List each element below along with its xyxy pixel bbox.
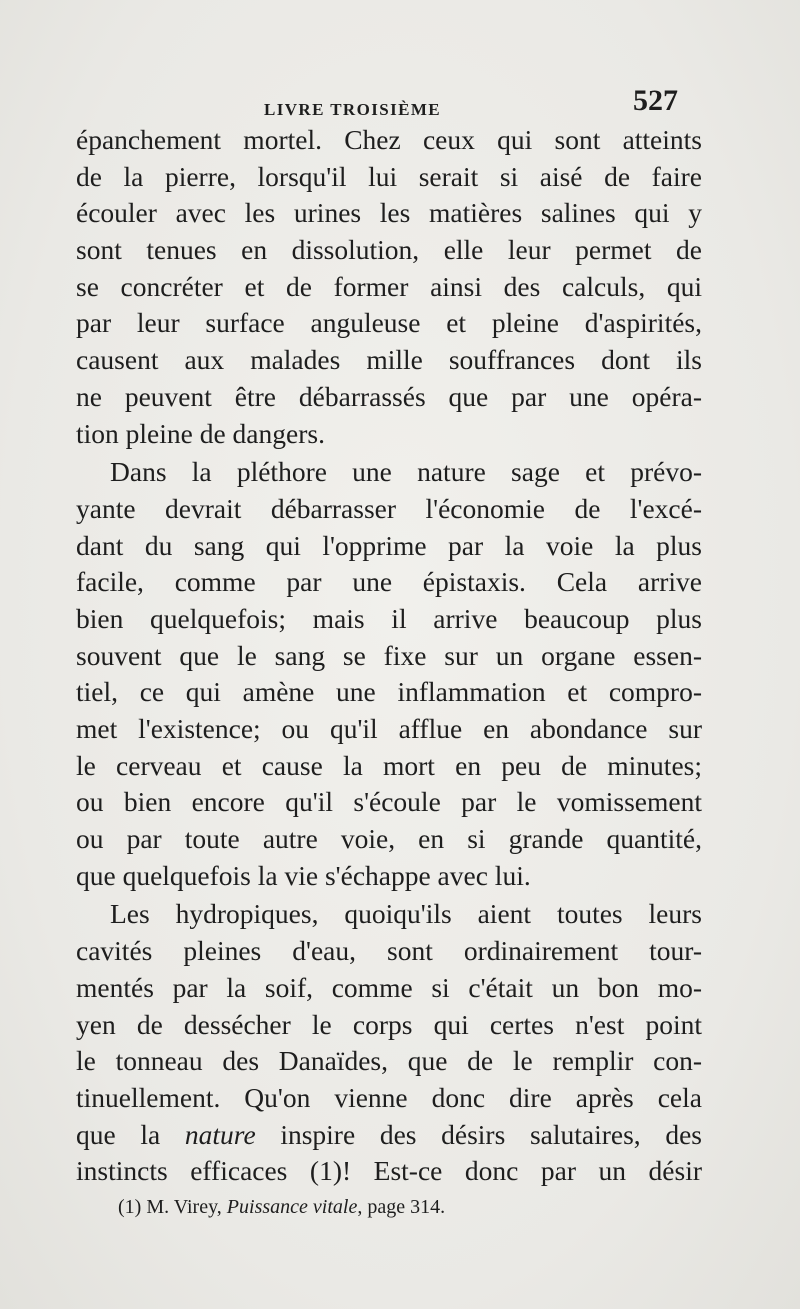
text-line: Dans la pléthore une nature sage et prévo-	[110, 456, 702, 488]
text-line: épanchement mortel. Chez ceux qui sont atteints	[76, 124, 702, 155]
text-line: ou bien encore qu'il s'écoule par le vomissement	[76, 786, 702, 818]
text-line: tiel, ce qui amène une inflammation et compro-	[76, 676, 702, 708]
text-line: ne peuvent être débarrassés que par une opéra-	[76, 380, 702, 412]
footnote	[118, 1196, 445, 1219]
footnote-page: , page 314.	[357, 1196, 446, 1218]
text-line: écouler avec les urines les matières salines qui y	[76, 197, 702, 229]
text-line: causent aux malades mille souffrances dont ils	[76, 344, 702, 376]
text-line: souvent que le sang se fixe sur un organe essen-	[76, 639, 702, 671]
text-line: Les hydropiques, quoiqu'ils aient toutes leurs	[110, 898, 702, 930]
text-line: instincts efficaces (1)! Est-ce donc par un désir	[76, 1155, 702, 1187]
text-line: tinuellement. Qu'on vienne donc dire après cela	[76, 1081, 702, 1113]
text-line: de la pierre, lorsqu'il lui serait si aisé de faire	[76, 160, 702, 192]
italic-word: nature	[184, 1118, 256, 1150]
footnote-author: M. Virey,	[141, 1196, 227, 1218]
text-line: met l'existence; ou qu'il afflue en abondance sur	[76, 713, 702, 744]
paragraph-2	[76, 454, 702, 894]
text-line: facile, comme par une épistaxis. Cela arrive	[76, 566, 702, 598]
paragraph-1	[76, 122, 702, 452]
text-line: ou par toute autre voie, en si grande quantité,	[76, 823, 702, 855]
footnote-marker: (1)	[118, 1196, 142, 1218]
text-line: sont tenues en dissolution, elle leur permet de	[76, 234, 702, 266]
page-number: 527	[633, 84, 678, 117]
text-line: yen de dessécher le corps qui certes n'est point	[76, 1008, 702, 1040]
text-line: dant du sang qui l'opprime par la voie la plus	[76, 529, 702, 561]
text-line: tion pleine de dangers.	[76, 417, 325, 449]
paragraph-3	[76, 896, 702, 1190]
text-line: se concréter et de former ainsi des calculs, qui	[76, 270, 702, 302]
page-header	[70, 84, 680, 124]
footnote-title: Puissance vitale	[226, 1196, 358, 1218]
text-line: cavités pleines d'eau, sont ordinairement tour-	[76, 935, 702, 967]
text-line: par leur surface anguleuse et pleine d'aspirités,	[76, 307, 702, 339]
body-text	[76, 122, 702, 1190]
text-line: que quelquefois la vie s'échappe avec lui.	[76, 859, 531, 891]
text-line: le cerveau et cause la mort en peu de minutes;	[76, 749, 702, 781]
text-line: yante devrait débarrasser l'économie de l'excé-	[76, 492, 702, 524]
text-line: mentés par la soif, comme si c'était un bon mo-	[76, 971, 702, 1003]
text-segment: que la	[76, 1118, 185, 1150]
text-line: bien quelquefois; mais il arrive beaucoup plus	[76, 602, 702, 634]
text-segment: inspire des désirs salutaires, des	[255, 1118, 702, 1150]
running-head: LIVRE TROISIÈME	[264, 100, 442, 119]
text-line: le tonneau des Danaïdes, que de le remplir con-	[76, 1045, 702, 1077]
text-line-with-italic	[76, 1117, 702, 1154]
